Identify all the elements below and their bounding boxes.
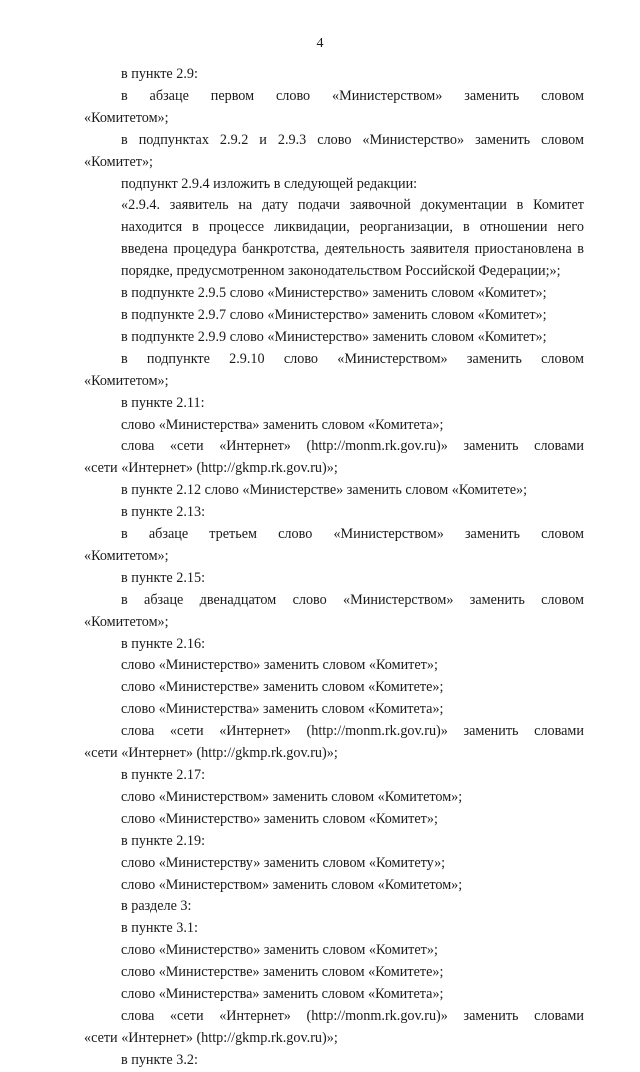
text-line: в пункте 2.12 слово «Министерстве» заменить словом «Комитете»; bbox=[121, 482, 528, 499]
text-line: в подпункте 2.9.5 слово «Министерство» заменить словом «Комитет»; bbox=[121, 285, 547, 302]
text-line: слово «Министерства» заменить словом «Комитета»; bbox=[121, 986, 444, 1003]
text-line: в разделе 3: bbox=[121, 898, 192, 915]
text-line: в пункте 3.1: bbox=[121, 920, 198, 937]
text-line: «2.9.4. заявитель на дату подачи заявочной документации в Комитет находится в процессе ликвидации, реорганизации, в отношении него введена процедура банкротства, деятельность заявителя приостановлена в порядке, предусмотренном законодательством Российской Федерации;»; bbox=[121, 197, 584, 280]
text-line: в пункте 2.19: bbox=[121, 832, 206, 849]
text-line: слово «Министерству» заменить словом «Комитету»; bbox=[121, 854, 446, 871]
text-line: слово «Министерством» заменить словом «Комитетом»; bbox=[121, 788, 463, 805]
text-line: в подпункте 2.9.9 слово «Министерство» заменить словом «Комитет»; bbox=[121, 328, 547, 345]
text-line: в подпункте 2.9.10 слово «Министерством» заменить словом bbox=[121, 350, 584, 367]
text-line: слова «сети «Интернет» (http://monm.rk.gov.ru)» заменить словами bbox=[121, 723, 584, 740]
text-line: «сети «Интернет» (http://gkmp.rk.gov.ru)»; bbox=[84, 1029, 338, 1046]
text-line: в пункте 2.17: bbox=[121, 767, 206, 783]
text-line: слово «Министерство» заменить словом «Комитет»; bbox=[121, 942, 438, 959]
text-line: слово «Министерством» заменить словом «Комитетом»; bbox=[121, 876, 463, 893]
text-line: в пункте 2.16: bbox=[121, 635, 206, 652]
text-line: слово «Министерство» заменить словом «Комитет»; bbox=[121, 657, 438, 674]
text-line: слово «Министерства» заменить словом «Комитета»; bbox=[121, 416, 444, 433]
text-line: слово «Министерстве» заменить словом «Комитете»; bbox=[121, 679, 444, 696]
text-line: «Комитетом»; bbox=[84, 613, 169, 630]
text-line: в пункте 2.15: bbox=[121, 569, 206, 586]
text-line: «Комитетом»; bbox=[84, 109, 169, 126]
text-line: слово «Министерство» заменить словом «Комитет»; bbox=[121, 810, 438, 827]
document-body bbox=[84, 64, 584, 1072]
text-line: в абзаце первом слово «Министерством» заменить словом bbox=[121, 87, 584, 104]
text-line: в пункте 2.9: bbox=[121, 66, 198, 82]
text-line: «Комитетом»; bbox=[84, 547, 169, 564]
text-line: в абзаце двенадцатом слово «Министерством» заменить словом bbox=[121, 591, 584, 608]
text-line: в пункте 2.11: bbox=[121, 394, 205, 411]
text-line: «Комитетом»; bbox=[84, 372, 169, 389]
text-line: слово «Министерства» заменить словом «Комитета»; bbox=[121, 701, 444, 718]
text-line: в подпункте 2.9.7 слово «Министерство» заменить словом «Комитет»; bbox=[121, 306, 547, 323]
text-line: «Комитет»; bbox=[84, 153, 153, 170]
text-line: в пункте 2.13: bbox=[121, 504, 206, 521]
text-line: слова «сети «Интернет» (http://monm.rk.gov.ru)» заменить словами bbox=[121, 1007, 584, 1024]
text-line: в абзаце третьем слово «Министерством» заменить словом bbox=[121, 526, 584, 543]
text-line: в подпунктах 2.9.2 и 2.9.3 слово «Министерство» заменить словом bbox=[121, 131, 584, 148]
text-line: слово «Министерстве» заменить словом «Комитете»; bbox=[121, 964, 444, 981]
text-line: «сети «Интернет» (http://gkmp.rk.gov.ru)»; bbox=[84, 745, 338, 762]
text-line: слова «сети «Интернет» (http://monm.rk.gov.ru)» заменить словами bbox=[121, 438, 584, 455]
page-number: 4 bbox=[316, 36, 324, 51]
text-line: подпункт 2.9.4 изложить в следующей редакции: bbox=[121, 175, 418, 192]
text-line: «сети «Интернет» (http://gkmp.rk.gov.ru)»; bbox=[84, 460, 338, 477]
text-line: в пункте 3.2: bbox=[121, 1051, 198, 1068]
